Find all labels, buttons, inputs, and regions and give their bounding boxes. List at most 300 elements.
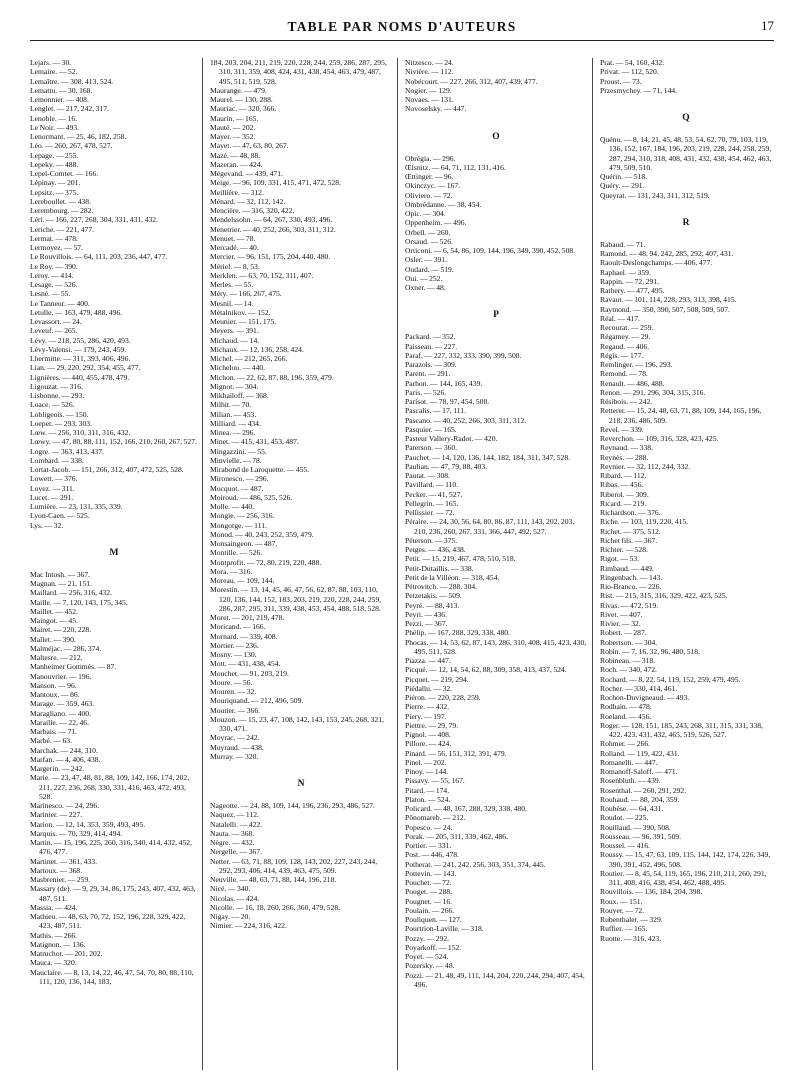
index-entry: Robert. — 287.	[600, 628, 647, 638]
index-entry: Popesco. — 24.	[405, 822, 453, 832]
index-entry: Paterson. — 360.	[405, 443, 458, 453]
index-entry: Marinesco. — 24, 296.	[30, 801, 100, 810]
index-entry: Lyon-Caen. — 525.	[30, 511, 90, 521]
index-entry: Oui. — 252.	[405, 273, 443, 283]
index-entry: Meillière. — 312.	[210, 187, 264, 197]
index-entry: Massia. — 424.	[30, 902, 78, 912]
index-entry: Manson. — 96.	[30, 680, 77, 690]
index-entry: Ribard. — 112.	[600, 471, 647, 480]
index-entry: Robineau. — 318.	[600, 656, 656, 665]
index-entry: Manouvrier. — 196.	[30, 671, 92, 681]
index-entry: Rouillaud. — 390, 508.	[600, 822, 671, 832]
index-entry: Lépinay. — 201.	[30, 178, 81, 188]
index-entry: Opic. — 304.	[405, 209, 446, 218]
index-entry: Piazza. — 447.	[405, 656, 451, 665]
index-entry: Rodhain. — 478.	[600, 702, 652, 712]
index-entry: Policard. — 48, 167, 288, 329, 338, 480.	[405, 804, 527, 813]
index-entry: Okinczyc. — 167.	[405, 181, 461, 191]
index-entry: Michaud. — 14.	[210, 335, 260, 345]
index-entry: Mikhailoff. — 368.	[210, 391, 269, 400]
index-entry: Lowett. — 376.	[30, 474, 78, 484]
index-entry: Nicé. — 340.	[210, 884, 251, 894]
index-entry: Riche. — 103, 119, 220, 415.	[600, 517, 689, 527]
index-entry: Molle. — 440.	[210, 502, 255, 511]
index-entry: Richet. — 375, 512.	[600, 526, 661, 536]
index-entry: Oliviero. — 72.	[405, 190, 453, 200]
index-entry: Oppenheim. — 496.	[405, 218, 467, 228]
index-entry: Renault. — 486, 488.	[600, 378, 665, 388]
index-entry: Reynier. — 32, 112, 244, 332.	[600, 461, 691, 471]
index-entry: Mouren. — 32.	[210, 687, 257, 696]
index-entry: Renon. — 291, 296, 304, 315, 316.	[600, 387, 706, 397]
index-entry: Lerembourg. — 282.	[30, 206, 94, 215]
index-entry: Michel. — 212, 265, 266.	[210, 354, 288, 363]
index-entry: Petzetakis. — 509.	[405, 591, 462, 601]
index-entry: Piettre. — 29, 79.	[405, 720, 459, 730]
index-entry: Mirabond de Laroquette. — 455.	[210, 465, 310, 474]
index-entry: Lévy. — 218, 255, 286, 420, 493.	[30, 335, 131, 345]
index-entry: Loace. — 526.	[30, 400, 75, 410]
index-entry: Richardson. — 376.	[600, 508, 661, 517]
index-entry: Léo. — 260, 267, 478, 527.	[30, 141, 113, 151]
index-entry: Parazols. — 309.	[405, 360, 457, 369]
index-entry: Lignières. — 440, 455, 478, 479.	[30, 372, 130, 382]
index-entry: Przesmychey. — 71, 144.	[600, 85, 678, 95]
index-entry: Pottevin. — 143.	[405, 868, 457, 878]
index-entry: Manheimer Gommès. — 87.	[30, 662, 117, 672]
index-entry: Pozzi. — 21, 48, 49, 111, 144, 204, 220, 244, 294, 407, 454, 496.	[405, 970, 585, 989]
index-entry: Mironesco. — 296.	[210, 474, 269, 484]
index-entry: Pouchet. — 72.	[405, 878, 452, 887]
index-entry: Rouyer. — 72.	[600, 905, 645, 915]
index-entry: Lesage. — 526.	[30, 280, 78, 289]
index-entry: Rosenthal. — 260, 291, 292.	[600, 785, 687, 795]
index-entry: Petges. — 436, 438.	[405, 545, 466, 554]
index-entry: Mesnil. — 14.	[210, 298, 254, 308]
index-entry: Michon. — 22, 62, 87, 88, 196, 359, 479.	[210, 372, 334, 382]
page-header	[30, 14, 774, 41]
index-entry: Mongie. — 256, 316.	[210, 511, 275, 521]
index-entry: Murray. — 320.	[210, 751, 259, 761]
index-entry: Orsaud. — 526.	[405, 236, 453, 246]
index-entry: Merles. — 55.	[210, 280, 254, 289]
index-entry: Roger. — 128, 151, 185, 243, 268, 311, 315, 331, 338, 422, 423, 431, 432, 465, 519, 526, 527.	[600, 720, 763, 739]
index-entry: Rouhaud. — 88, 204, 359.	[600, 794, 680, 804]
index-entry: Pillore. — 424.	[405, 739, 452, 749]
index-entry: Lœw. — 256, 310, 311, 316, 432.	[30, 428, 131, 437]
index-entry: Ruffier. — 165.	[600, 924, 648, 934]
index-entry: Mazé. — 48, 88.	[210, 150, 261, 160]
section-letter-r: R	[682, 217, 690, 228]
index-entry: Lesné. — 55.	[30, 289, 71, 299]
index-entry: Montille. — 526.	[210, 548, 263, 558]
index-entry: Rohmer. — 266.	[600, 739, 651, 749]
index-entry: Nitzesco. — 24.	[405, 58, 454, 67]
index-entry: Nergelle. — 367.	[210, 847, 262, 857]
index-entry: Meyers. — 391.	[210, 326, 259, 336]
index-entry: Nicolas. — 424.	[210, 893, 260, 903]
index-entry: Maraille. — 22, 46.	[30, 717, 89, 727]
index-entry: Moret. — 201, 219, 478.	[210, 613, 285, 622]
index-entry: Nauta. — 368.	[210, 828, 255, 838]
index-entry: Raoult-Deslongchamps. — 406, 477.	[600, 258, 713, 268]
index-entry: Rolland. — 119, 422, 431.	[600, 748, 680, 758]
index-entry: Péraire. — 24, 30, 56, 64, 80, 86, 87, 111, 143, 202, 203, 210, 236, 260, 267, 331, 366, 447, 492, 527.	[405, 517, 575, 536]
index-entry: Roubèse. — 64, 431.	[600, 804, 664, 813]
index-entry: Lisbonne. — 293.	[30, 391, 85, 400]
index-entry: Martinet. — 361, 433.	[30, 856, 98, 866]
index-entry: Régis. — 177.	[600, 350, 644, 360]
index-entry: Rabaud. — 71.	[600, 239, 646, 249]
index-entry: Massary (de). — 9, 29, 34, 86, 175, 243, 407, 432, 463, 487, 511.	[30, 884, 196, 903]
index-entry: Pecker. — 41, 527.	[405, 489, 463, 499]
index-entry: Pinard. — 56, 151, 312, 391, 479.	[405, 748, 507, 758]
index-entry: Lereboullet. — 438.	[30, 196, 91, 206]
index-entry: Pitard. — 174.	[405, 785, 450, 795]
index-entry: Pascalis. — 17, 111.	[405, 406, 466, 416]
index-entry: Mott. — 431, 438, 454.	[210, 659, 281, 669]
index-entry: Rubenthaler. — 329.	[600, 915, 663, 924]
index-entry: Merklen. — 63, 70, 152, 311, 407.	[210, 270, 314, 280]
index-entry: Poyet. — 524.	[405, 952, 449, 961]
index-entry: Lortat-Jacob. — 151, 266, 312, 407, 472, 525, 528.	[30, 465, 184, 474]
index-entry: Milliard. — 434.	[210, 418, 261, 428]
index-entry: Picqué. — 12, 14, 54, 62, 88, 309, 358, 413, 437, 524.	[405, 665, 567, 675]
index-entry: Matignon. — 136.	[30, 939, 86, 949]
index-entry: Paris. — 526.	[405, 387, 447, 397]
index-entry: Lemattu. — 30, 168.	[30, 85, 93, 95]
index-entry: Ruotte. — 316, 423.	[600, 933, 662, 943]
index-entry: Lhermitte. — 311, 393, 406, 496.	[30, 354, 131, 363]
index-entry: Mercadé. — 40.	[210, 243, 259, 252]
index-entry: Potherat. — 241, 242, 256, 303, 351, 374, 445.	[405, 859, 546, 869]
index-entry: Pautat. — 308.	[405, 471, 450, 480]
index-entry: Margerin. — 242.	[30, 764, 85, 773]
index-entry: Rosenbluth. — 439.	[600, 776, 661, 786]
index-entry: Mauriac. — 320, 366.	[210, 104, 277, 114]
index-entry: Netter. — 63, 71, 88, 109, 128, 143, 202, 227, 243, 244, 292, 293, 406, 414, 439, 463, 475, 509.	[210, 856, 378, 875]
index-entry: Lermat. — 478.	[30, 233, 78, 243]
index-entry: Neuville. — 48, 63, 71, 88, 144, 196, 218.	[210, 875, 337, 884]
index-entry: Portier. — 331.	[405, 841, 452, 850]
index-entry: Lemaire. — 52.	[30, 67, 78, 77]
index-entry: Mongorge. — 111.	[210, 520, 267, 530]
index-entry: Mathieu. — 48, 63, 70, 72, 152, 196, 228, 329, 422, 423, 487, 511.	[30, 912, 186, 931]
index-entry: Mouriquand. — 212, 496, 509.	[210, 696, 304, 706]
index-entry: Michaux. — 12, 136, 258, 424.	[210, 344, 304, 354]
index-entry: Novaes. — 131.	[405, 95, 454, 104]
index-entry: Œttinger. — 96.	[405, 172, 454, 181]
page-number: 17	[761, 18, 774, 33]
index-entry: Lian. — 29, 220, 292, 354, 455, 477.	[30, 363, 141, 373]
index-entry: Pinoy. — 144.	[405, 767, 449, 776]
index-entry: Rochon-Duvigneaud. — 493.	[600, 693, 690, 702]
index-entry: Masbrenier. — 259.	[30, 875, 91, 884]
index-entry: Oudard. — 519.	[405, 264, 454, 274]
index-entry: Résibois. — 242.	[600, 397, 653, 406]
index-entry: Mouzon. — 15, 23, 47, 108, 142, 143, 153, 245, 268, 321, 330, 471.	[210, 714, 384, 733]
index-entry: Quéry. — 291.	[600, 181, 645, 191]
index-entry: Regaud. — 406.	[600, 341, 650, 351]
index-entry: Pétrovitch. — 288, 304.	[405, 582, 478, 591]
index-entry: Prat. — 54, 160, 432.	[600, 58, 665, 67]
index-entry: Lenglet. — 217, 242, 317.	[30, 104, 109, 114]
index-entry: Nogier. — 129.	[405, 85, 452, 95]
index-entry: Rouvillois. — 136, 184, 204, 398.	[600, 887, 703, 897]
index-entry: Roussy. — 15, 47, 63, 109, 115, 144, 142, 174, 226, 349, 390, 391, 452, 496, 508.	[600, 850, 771, 869]
index-entry: Ramond. — 48, 94, 242, 285, 292, 407, 431.	[600, 249, 734, 258]
index-entry: Mignot. — 304.	[210, 381, 259, 391]
index-entry: Moure. — 56.	[210, 677, 253, 687]
index-entry: Mairet. — 220, 228.	[30, 625, 92, 635]
index-entry: Magnan. — 21, 151.	[30, 579, 92, 588]
index-entry: Roeland. — 456.	[600, 711, 652, 721]
index-columns	[30, 58, 774, 1070]
index-entry: Rocher. — 330, 414, 461.	[600, 683, 678, 693]
index-entry: Queyrat. — 131, 243, 311, 312, 519.	[600, 190, 710, 200]
index-entry: Lévy-Valensi. — 179, 243, 459.	[30, 344, 127, 354]
index-entry: Montprofit. — 72, 80, 219, 220, 488.	[210, 557, 322, 567]
index-column-1	[30, 58, 202, 1070]
index-entry: Marage. — 359, 463.	[30, 699, 95, 709]
index-entry: Lœwy. — 47, 80, 88, 111, 152, 166, 210, 260, 267, 527.	[30, 437, 197, 447]
index-entry: Leveuf. — 265.	[30, 326, 78, 336]
index-entry: Pouget. — 288.	[405, 887, 453, 897]
index-entry: Maillard. — 256, 316, 432.	[30, 588, 112, 598]
index-entry: Milian. — 453.	[210, 409, 257, 419]
page-title: TABLE PAR NOMS D'AUTEURS	[287, 19, 517, 34]
index-entry: Mingazzini. — 55.	[210, 446, 267, 456]
index-entry: Raymond. — 350, 390, 507, 508, 509, 507.	[600, 304, 730, 314]
index-entry: Mouchet. — 91, 203, 219.	[210, 668, 289, 678]
index-entry: Phélip. — 167, 288, 329, 338, 480.	[405, 628, 510, 638]
index-entry: Rochard. — 8, 22, 54, 119, 152, 259, 479, 495.	[600, 674, 741, 684]
index-entry: Mornard. — 339, 408.	[210, 631, 278, 641]
index-entry: Lepsitz. — 375.	[30, 187, 79, 197]
index-entry: Monsaingeon. — 487.	[210, 539, 278, 548]
index-entry: Lepel-Comtet. — 166.	[30, 169, 99, 178]
index-entry: Mortier. — 236.	[210, 640, 259, 650]
index-entry: Petit de la Villéon. — 318, 454.	[405, 572, 500, 582]
index-entry: Loyez. — 311.	[30, 483, 75, 493]
index-entry: Letulle. — 163, 479, 488, 496.	[30, 307, 123, 317]
index-entry: Pourtrion-Laville. — 318.	[405, 924, 484, 934]
index-entry: Petit-Dutaillis. — 338.	[405, 563, 474, 573]
index-entry: Parent. — 291.	[405, 369, 451, 379]
index-entry: Marchak. — 244, 310.	[30, 745, 98, 755]
section-letter-n: N	[297, 779, 305, 789]
index-entry: Romanoff-Saloff. — 471.	[600, 767, 678, 776]
index-entry: Richter. — 528.	[600, 545, 648, 554]
index-entry: Marfan. — 4, 406, 438.	[30, 754, 101, 764]
index-entry: Paulian. — 47, 79, 88, 403.	[405, 461, 488, 471]
index-entry: Lucet. — 291.	[30, 492, 74, 502]
index-entry: Lejars. — 30.	[30, 58, 72, 67]
index-entry: Rivet. — 407.	[600, 609, 643, 619]
index-entry: Pissavy. — 55, 167.	[405, 776, 465, 786]
index-entry: Maurange. — 479.	[210, 85, 267, 95]
index-entry: Pasquier. — 165.	[405, 424, 457, 434]
index-entry: Lemonnier. — 408.	[30, 95, 89, 104]
index-entry: Malméjac. — 286, 374.	[30, 643, 102, 653]
index-entry: Mac Intosh. — 367.	[30, 569, 91, 579]
index-entry: Ringenbach. — 143.	[600, 572, 663, 582]
index-entry: Pezzi. — 367.	[405, 619, 448, 628]
index-entry: Mériel. — 8, 53.	[210, 261, 260, 271]
index-entry: Le Roy. — 390.	[30, 261, 78, 271]
index-entry: Ménard. — 32, 112, 142.	[210, 196, 286, 206]
index-entry: Maurin. — 165.	[210, 113, 259, 123]
index-entry: Nigay. — 20.	[210, 912, 251, 921]
index-entry: Nimier. — 224, 316, 422.	[210, 921, 287, 931]
index-entry: Ombrédanne. — 38, 454.	[405, 199, 482, 209]
index-entry: Le Tanneur. — 400.	[30, 298, 90, 308]
index-entry: Mora. — 316.	[210, 566, 253, 576]
index-column-3	[397, 58, 592, 1070]
index-entry: Marbé. — 63.	[30, 736, 72, 746]
index-entry: Mercier. — 96, 151, 175, 204, 440, 480.	[210, 252, 331, 262]
index-entry: Minvielle. — 78.	[210, 455, 262, 465]
index-entry: Monod. — 40, 243, 252, 359, 479.	[210, 529, 314, 539]
index-entry: Maragliano. — 400.	[30, 708, 91, 718]
index-entry: Mayer. — 352.	[210, 132, 256, 141]
index-entry: Parhon. — 144, 165, 439.	[405, 378, 483, 388]
index-entry: Poyarkoff. — 152.	[405, 942, 462, 952]
index-entry: Roudot. — 225.	[600, 813, 649, 823]
index-entry: Robertson. — 304.	[600, 637, 658, 647]
index-entry: Routier. — 8, 45, 54, 119, 165, 196, 210, 211, 260, 291, 311, 408, 416, 438, 454, 462, 488, 495.	[600, 868, 767, 887]
index-entry: Rist. — 215, 315, 316, 329, 422, 423, 525.	[600, 591, 728, 601]
index-entry: Levassort. — 24.	[30, 317, 82, 326]
index-entry: Raphael. — 359.	[600, 267, 651, 277]
index-entry: Pavillard. — 110.	[405, 480, 459, 490]
index-entry: Rimbaud. — 449.	[600, 563, 654, 573]
index-entry: Lobligeois. — 150.	[30, 409, 89, 419]
index-entry: Quérin. — 518.	[600, 172, 648, 181]
index-entry: Orticoni. — 6, 54, 86, 109, 144, 196, 349, 390, 452, 508.	[405, 246, 576, 255]
index-entry: Pasteur Vallery-Radot. — 420.	[405, 434, 498, 443]
index-entry: Lenormant. — 25, 46, 182, 258.	[30, 132, 127, 141]
index-entry: Rathery. — 477, 495.	[600, 286, 665, 295]
index-entry: Rousseau. — 96, 391, 509.	[600, 831, 682, 841]
index-entry: Rigot. — 53.	[600, 554, 640, 564]
index-entry: Meige. — 96, 109, 331, 415, 471, 472, 528.	[210, 178, 341, 188]
index-entry: Recourat. — 259.	[600, 323, 654, 332]
index-entry: Méry. — 166, 267, 475.	[210, 289, 282, 299]
index-entry: Pinel. — 202.	[405, 757, 447, 767]
index-entry: Osler. — 391.	[405, 255, 448, 265]
index-entry: Revel. — 339.	[600, 424, 644, 434]
index-entry: Le Noir. — 493.	[30, 122, 80, 132]
index-entry: Ricard. — 219.	[600, 498, 647, 508]
index-entry: Mantoux. — 86.	[30, 690, 80, 699]
index-entry: Naquez. — 112.	[210, 810, 259, 820]
index-entry: Reynès. — 288.	[600, 452, 649, 462]
index-entry: Piédallu. — 32.	[405, 683, 453, 693]
index-entry: Novoselsky. — 447.	[405, 104, 467, 114]
index-entry: Mauté. — 202.	[210, 122, 256, 132]
index-entry: Ligouzat. — 316.	[30, 381, 83, 391]
index-entry: Rappin. — 72, 291.	[600, 276, 660, 286]
index-entry: Quénu. — 8, 14, 21, 45, 48, 53, 54, 62, 70, 79, 103, 119, 136, 152, 167, 184, 196, 203, 219, 228, 244, 258, 259, 287, 294, 310, 318, 408, 431, 432, 438, 454, 462, 463, 479, 509, 510.	[600, 135, 772, 172]
index-entry: Pozersky. — 48.	[405, 961, 455, 971]
index-entry: Natalelli. — 422.	[210, 819, 263, 829]
index-entry: Rio-Branco. — 226.	[600, 582, 662, 591]
index-entry: 184, 203, 204, 211, 219, 220, 228, 244, 259, 286, 287, 295, 310, 311, 359, 408, 424, 431, 438, 454, 463, 479, 487, 495, 511, 519, 528.	[210, 58, 387, 86]
index-entry: Maingot. — 45.	[30, 616, 78, 625]
index-entry: Lombard. — 338.	[30, 455, 84, 465]
index-entry: Pierre. — 432.	[405, 702, 450, 712]
index-entry: Proust. — 73.	[600, 76, 642, 86]
index-entry: Remond. — 78.	[600, 369, 648, 379]
index-entry: Platon. — 524.	[405, 794, 451, 804]
index-entry: Loeper. — 293, 303.	[30, 418, 92, 428]
index-entry: Romanelli. — 447.	[600, 757, 658, 767]
index-entry: Roch. — 340, 472.	[600, 665, 657, 675]
index-entry: Minet. — 415, 431, 453, 487.	[210, 437, 299, 447]
index-entry: Mégevand. — 439, 471.	[210, 169, 283, 178]
index-entry: Nageotte. — 24, 88, 109, 144, 196, 236, 293, 486, 527.	[210, 801, 375, 810]
index-entry: Menetrier. — 40, 252, 266, 303, 311, 312.	[210, 224, 336, 234]
index-entry: Nègre. — 432.	[210, 838, 255, 847]
index-entry: Marquis. — 70, 329, 414, 494.	[30, 828, 123, 838]
index-entry: Menuet. — 78.	[210, 233, 256, 243]
index-entry: Retterer. — 15, 24, 48, 63, 71, 88, 109, 144, 165, 196, 218, 236, 486, 509.	[600, 406, 762, 425]
index-entry: Mosny. — 130.	[210, 650, 257, 659]
index-entry: Piéron. — 220, 228, 259.	[405, 693, 481, 702]
index-entry: Pellissier. — 72.	[405, 508, 455, 517]
index-entry: Mendelssohn. — 64, 267, 330, 493, 496.	[210, 215, 333, 225]
index-entry: Peyré. — 88, 413.	[405, 600, 460, 610]
index-entry: Petit. — 15, 219, 467, 478, 510, 518.	[405, 554, 516, 564]
index-entry: Pouliquen. — 127.	[405, 915, 462, 924]
index-entry: Marion. — 12, 14, 353, 359, 493, 495.	[30, 819, 146, 829]
index-entry: Michelou. — 440.	[210, 363, 266, 373]
index-entry: Moyrac. — 242.	[210, 733, 260, 743]
index-entry: Marie. — 23, 47, 48, 81, 88, 109, 142, 166, 174, 202, 211, 227, 236, 268, 330, 331, 416, 463, 472, 493, 528.	[30, 773, 190, 801]
index-entry: Muyraud. — 438.	[210, 742, 264, 752]
index-entry: Lermoyez. — 57.	[30, 243, 83, 252]
index-entry: Ribas. — 456.	[600, 480, 644, 490]
index-entry: Mazeran. — 424.	[210, 159, 263, 169]
index-entry: Réal. — 417.	[600, 313, 640, 323]
index-entry: Reynaud. — 338.	[600, 443, 653, 453]
index-entry: Maurel. — 130, 288.	[210, 95, 273, 104]
index-entry: Pougnet. — 16.	[405, 896, 453, 906]
index-entry: Morestin. — 13, 14, 45, 46, 47, 56, 62, 87, 88, 103, 110, 120, 136, 144, 152, 183, 203, 219, 220, 228, 244, 259, 286, 287, 295, 311, 339, 438, 453, 454, 488, 518, 528.	[210, 585, 382, 613]
index-entry: Lumière. — 23, 131, 335, 339.	[30, 502, 123, 511]
index-entry: Poulain. — 266.	[405, 905, 455, 915]
index-entry: Nivière. — 112.	[405, 67, 454, 77]
index-entry: Peyri. — 436.	[405, 609, 448, 619]
index-entry: Lys. — 32.	[30, 520, 64, 530]
index-entry: Mencière. — 316, 320, 422.	[210, 206, 295, 215]
index-entry: Rivier. — 32.	[600, 619, 641, 628]
index-entry: Pauchet. — 14, 120, 136, 144, 182, 184, 311, 347, 528.	[405, 452, 571, 462]
section-letter-q: Q	[682, 113, 690, 123]
index-entry: Paisseau. — 227.	[405, 341, 458, 351]
index-entry: Pônomareb. — 212.	[405, 813, 466, 823]
index-entry: Picquet. — 219, 294.	[405, 674, 469, 684]
section-letter-m: M	[109, 547, 119, 558]
index-entry: Œlsnitz. — 64, 71, 112, 131, 416.	[405, 162, 506, 172]
index-entry: Packard. — 352.	[405, 332, 456, 342]
index-entry: Pignol. — 408.	[405, 730, 451, 739]
index-entry: Lemaître. — 308, 413, 524.	[30, 76, 114, 86]
index-entry: Lepeky. — 488.	[30, 159, 79, 169]
section-letter-o: O	[492, 131, 500, 142]
index-entry: Pellegrin. — 165.	[405, 498, 459, 508]
